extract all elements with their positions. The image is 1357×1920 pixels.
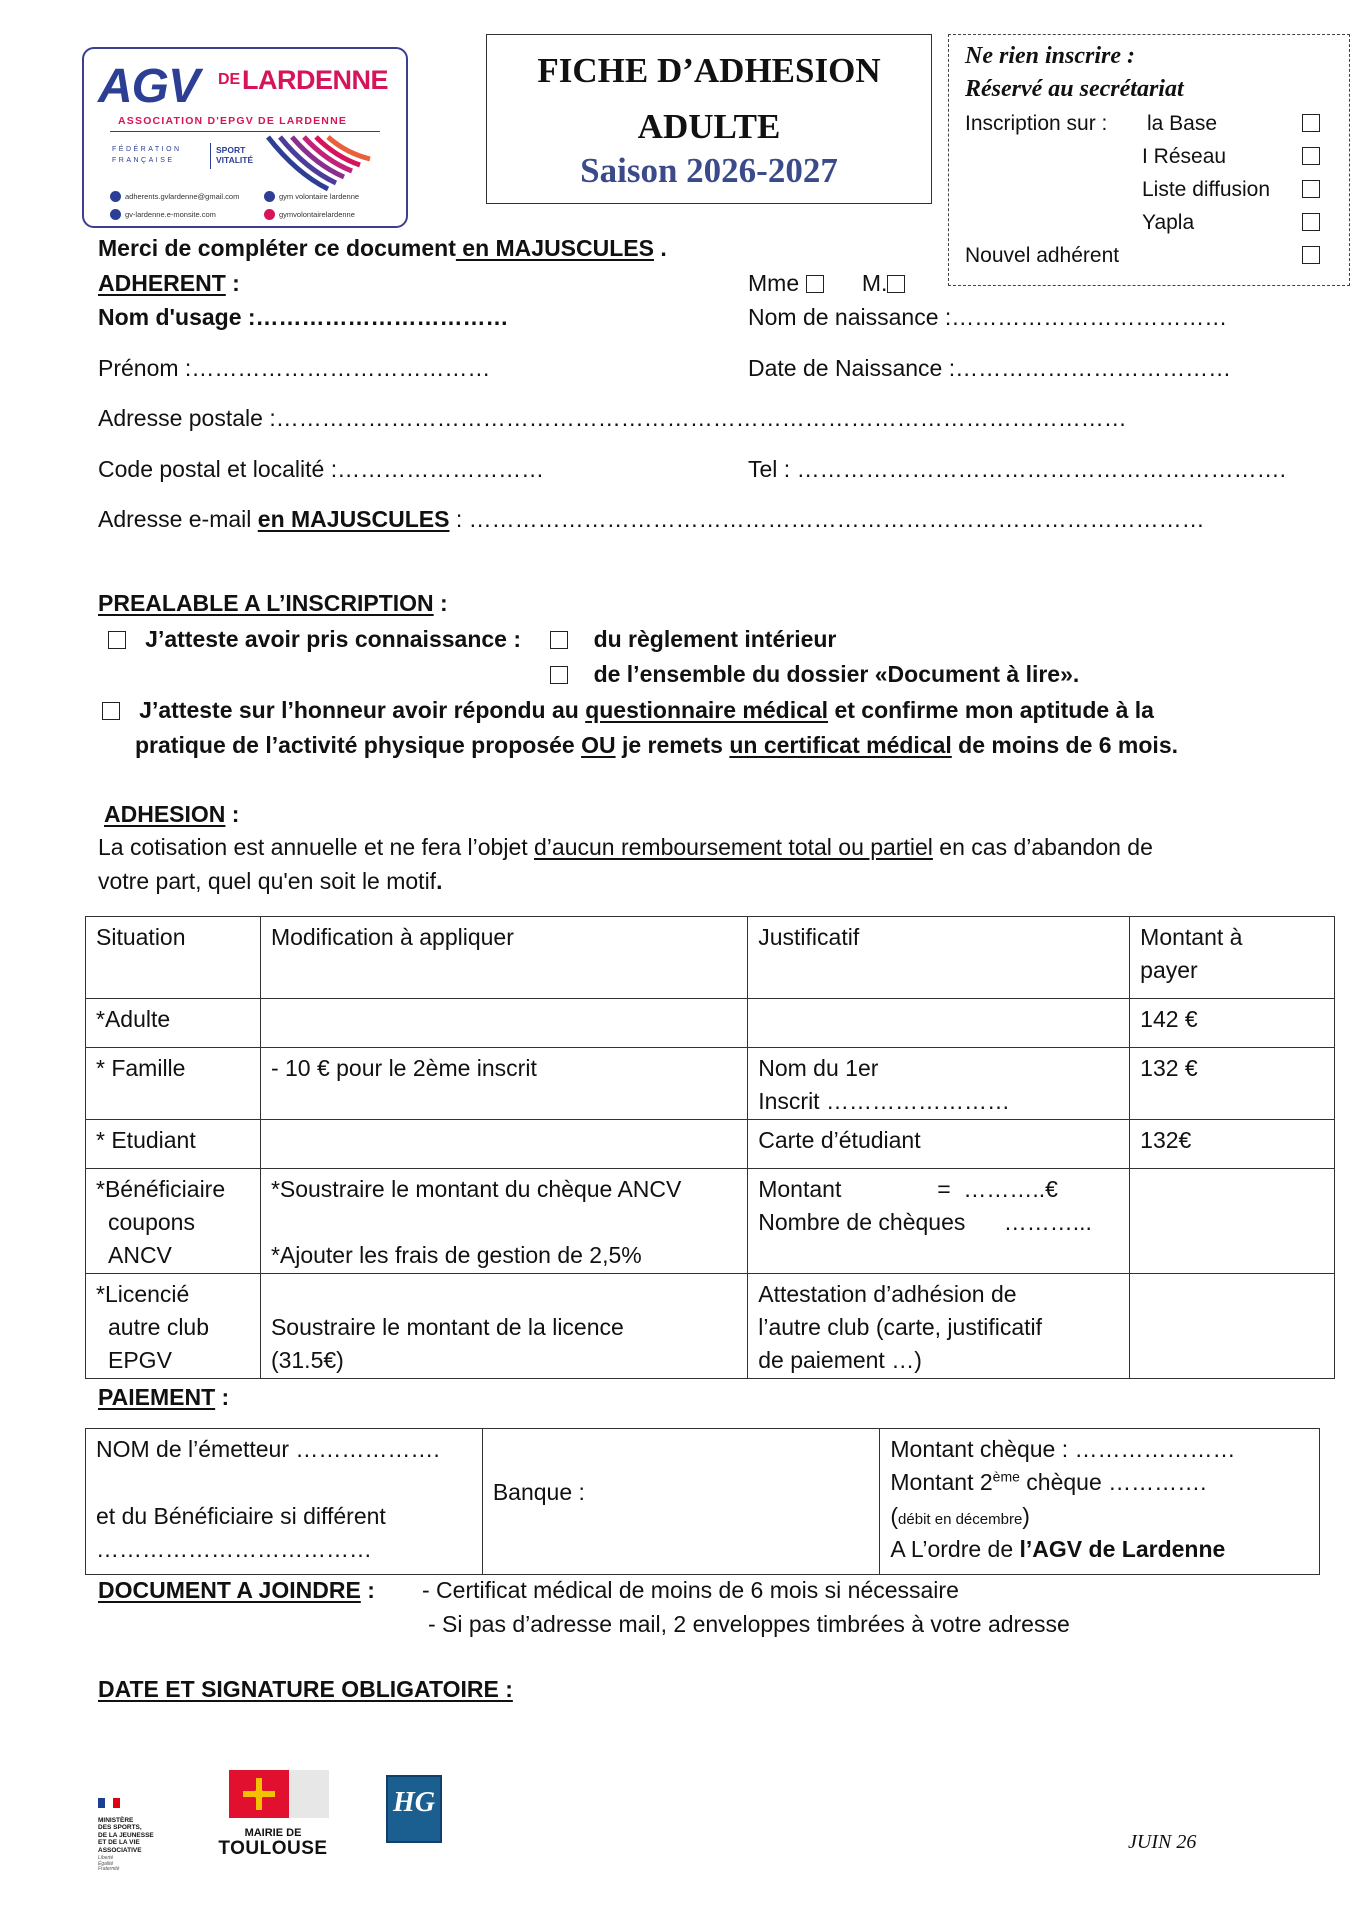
- cell-modification: Soustraire le montant de la licence (31.5€): [260, 1273, 747, 1378]
- logo-facebook: gym volontaire lardenne: [264, 191, 359, 202]
- table-row-famille: [86, 1048, 1335, 1120]
- nom-naissance-field[interactable]: Nom de naissance :………………………………: [748, 304, 1228, 330]
- header-modification: Modification à appliquer: [260, 917, 747, 999]
- cell-justificatif: Carte d’étudiant: [748, 1119, 1130, 1168]
- tel-field[interactable]: Tel : ……………………………………………………….: [748, 456, 1286, 482]
- logo-instagram: gymvolontairelardenne: [264, 209, 355, 220]
- adresse-field[interactable]: Adresse postale :…………………………………………………………………………………………………: [98, 405, 1127, 431]
- checkbox-la-base[interactable]: [1302, 114, 1320, 132]
- header-situation: Situation: [86, 917, 261, 999]
- option-yapla: Yapla: [1142, 211, 1195, 234]
- checkbox-atteste-connaissance[interactable]: [108, 631, 126, 649]
- option-la-base: la Base: [1147, 112, 1218, 135]
- form-title: FICHE D’ADHESION: [537, 51, 881, 90]
- checkbox-liste-diffusion[interactable]: [1302, 180, 1320, 198]
- checkbox-m[interactable]: [887, 275, 905, 293]
- footer-date: JUIN 26: [1128, 1831, 1197, 1853]
- adherent-heading: ADHERENT :: [98, 270, 240, 296]
- prenom-field[interactable]: Prénom :…………………………………: [98, 355, 491, 381]
- mairie-toulouse-logo: MAIRIE DE TOULOUSE: [215, 1768, 331, 1848]
- cell-justificatif: Attestation d’adhésion de l’autre club (carte, justificatif de paiement …): [748, 1273, 1130, 1378]
- cell-montant: [1130, 1168, 1335, 1273]
- header-montant: Montant à payer: [1130, 917, 1335, 999]
- checkbox-dossier[interactable]: [550, 666, 568, 684]
- banque-cell[interactable]: Banque :: [482, 1429, 880, 1575]
- prealable-heading: PREALABLE A L’INSCRIPTION :: [98, 590, 448, 616]
- reserved-heading-1: Ne rien inscrire :: [965, 43, 1135, 69]
- email-icon: [110, 191, 121, 202]
- checkbox-i-reseau[interactable]: [1302, 147, 1320, 165]
- civilite-selector: Mme M.: [748, 270, 905, 298]
- cell-situation: *Licencié autre club EPGV: [86, 1273, 261, 1378]
- cell-montant: 132 €: [1130, 1048, 1335, 1120]
- table-row-adulte: [86, 999, 1335, 1048]
- toulouse-cross-icon: [215, 1768, 331, 1820]
- cell-montant: 142 €: [1130, 999, 1335, 1048]
- logo-separator: [210, 143, 211, 169]
- paiement-heading: PAIEMENT :: [98, 1384, 230, 1410]
- logo-sport-vitalite: SPORT VITALITÉ: [216, 145, 254, 166]
- cell-modification: - 10 € pour le 2ème inscrit: [260, 1048, 747, 1120]
- cell-situation: *Bénéficiaire coupons ANCV: [86, 1168, 261, 1273]
- atteste-honneur-line2: pratique de l’activité physique proposée OU je remets un certificat médical de moins de 6 mois.: [135, 732, 1179, 758]
- option-reglement: du règlement intérieur: [550, 626, 836, 654]
- table-header-row: [86, 917, 1335, 999]
- form-subtitle: ADULTE: [637, 107, 781, 146]
- option-i-reseau: I Réseau: [1142, 145, 1227, 168]
- season-label: Saison 2026-2027: [580, 151, 838, 190]
- table-row-etudiant: [86, 1119, 1335, 1168]
- ministere-logo: MINISTÈRE DES SPORTS, DE LA JEUNESSE ET DE LA VIE ASSOCIATIVE Liberté Égalité Fraternité: [98, 1787, 168, 1873]
- cell-situation: * Etudiant: [86, 1119, 261, 1168]
- cell-situation: * Famille: [86, 1048, 261, 1120]
- checkbox-nouvel-adherent[interactable]: [1302, 246, 1320, 264]
- adhesion-heading: ADHESION :: [104, 801, 240, 827]
- cell-modification: *Soustraire le montant du chèque ANCV *Ajouter les frais de gestion de 2,5%: [260, 1168, 747, 1273]
- cell-modification: [260, 1119, 747, 1168]
- cell-montant: 132€: [1130, 1119, 1335, 1168]
- option-liste-diffusion: Liste diffusion: [1142, 178, 1271, 201]
- document-item-1: - Certificat médical de moins de 6 mois si nécessaire: [422, 1577, 959, 1603]
- adhesion-text-line2: votre part, quel qu'en soit le motif.: [98, 868, 443, 894]
- logo-lardenne-text: LARDENNE: [242, 65, 389, 95]
- document-heading: DOCUMENT A JOINDRE :: [98, 1577, 375, 1603]
- checkbox-atteste-honneur[interactable]: [102, 702, 120, 720]
- montant-cheque-cell[interactable]: Montant chèque : ………………… Montant 2ème chèque …………. (débit en décembre) A L’ordre de l’AGV de Lardenne: [880, 1429, 1320, 1575]
- header-justificatif: Justificatif: [748, 917, 1130, 999]
- date-naissance-field[interactable]: Date de Naissance :………………………………: [748, 355, 1232, 381]
- option-dossier: de l’ensemble du dossier «Document à lire».: [550, 661, 1079, 689]
- facebook-icon: [264, 191, 275, 202]
- inscription-label: Inscription sur :: [965, 112, 1108, 135]
- code-postal-field[interactable]: Code postal et localité :………………………: [98, 456, 545, 482]
- cell-justificatif: Montant = ………..€ Nombre de chèques ………...: [748, 1168, 1130, 1273]
- checkbox-reglement[interactable]: [550, 631, 568, 649]
- table-row-ancv: [86, 1168, 1335, 1273]
- cell-modification: [260, 999, 747, 1048]
- agv-lardenne-logo: [82, 47, 408, 228]
- nom-usage-field[interactable]: Nom d'usage :……………………………: [98, 304, 509, 330]
- logo-divider: [110, 131, 380, 132]
- nouvel-adherent-label: Nouvel adhérent: [965, 244, 1120, 267]
- emetteur-cell[interactable]: NOM de l’émetteur ………………. et du Bénéficiaire si différent ………………………………: [86, 1429, 483, 1575]
- logo-website: gv-lardenne.e-monsite.com: [110, 209, 216, 220]
- cell-montant: [1130, 1273, 1335, 1378]
- french-flag-icon: [98, 1798, 120, 1808]
- checkbox-mme[interactable]: [806, 275, 824, 293]
- cell-justificatif: Nom du 1er Inscrit ……………………: [748, 1048, 1130, 1120]
- atteste-honneur: J’atteste sur l’honneur avoir répondu au questionnaire médical et confirme mon aptitude à la: [102, 697, 1154, 725]
- globe-icon: [110, 209, 121, 220]
- paiement-table: [85, 1428, 1320, 1575]
- title-box: [486, 34, 932, 204]
- haute-garonne-logo: HG: [386, 1775, 442, 1843]
- logo-email: adherents.gvlardenne@gmail.com: [110, 191, 239, 202]
- table-row-licencie: [86, 1273, 1335, 1378]
- email-field[interactable]: Adresse e-mail en MAJUSCULES : ……………………………………………………………………………………: [98, 506, 1205, 532]
- logo-de-text: DE: [218, 71, 241, 88]
- cell-justificatif: [748, 999, 1130, 1048]
- tarifs-table: [85, 916, 1335, 1379]
- instagram-icon: [264, 209, 275, 220]
- signature-heading: DATE ET SIGNATURE OBLIGATOIRE :: [98, 1676, 513, 1702]
- logo-association-text: ASSOCIATION D'EPGV DE LARDENNE: [118, 115, 348, 127]
- cell-situation: *Adulte: [86, 999, 261, 1048]
- adhesion-text-line1: La cotisation est annuelle et ne fera l’objet d’aucun remboursement total ou partiel en cas d’abandon de: [98, 834, 1153, 860]
- logo-stripes-icon: [266, 133, 376, 193]
- logo-federation: FÉDÉRATION FRANÇAISE: [112, 146, 182, 165]
- intro-text: Merci de compléter ce document en MAJUSCULES .: [98, 235, 667, 261]
- document-item-2: - Si pas d’adresse mail, 2 enveloppes timbrées à votre adresse: [428, 1611, 1070, 1637]
- logo-agv-text: AGV: [98, 60, 200, 113]
- reserved-heading-2: Réservé au secrétariat: [965, 76, 1184, 102]
- atteste-connaissance: J’atteste avoir pris connaissance :: [108, 626, 521, 654]
- paiement-row: [86, 1429, 1320, 1575]
- checkbox-yapla[interactable]: [1302, 213, 1320, 231]
- reserved-secretariat-box: [948, 34, 1350, 286]
